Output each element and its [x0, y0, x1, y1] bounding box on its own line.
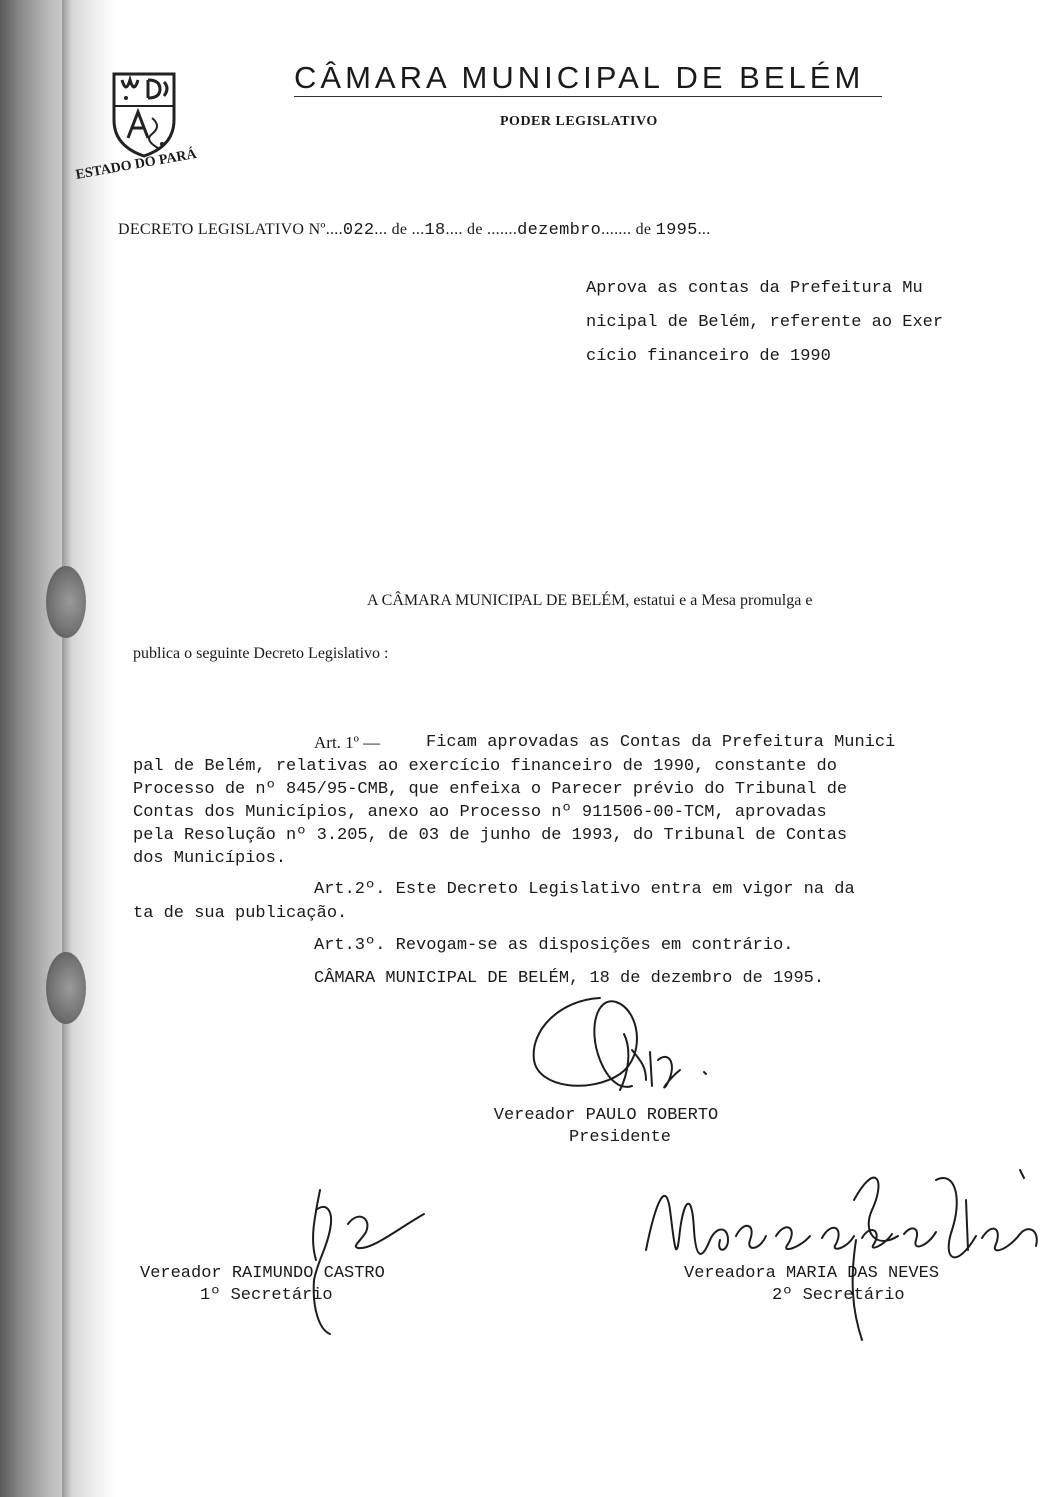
- decree-de-1: de: [391, 221, 408, 238]
- estado-label: ESTADO DO PARÁ: [74, 146, 198, 183]
- decree-de-3: de: [635, 221, 652, 238]
- art1-line-3: Processo de nº 845/95-CMB, que enfeixa o Parecer prévio do Tribunal de: [133, 780, 848, 799]
- ementa-line-2: nicipal de Belém, referente ao Exer: [586, 313, 944, 332]
- decree-month: dezembro: [517, 221, 602, 240]
- second-secretary-name: Vereadora MARIA DAS NEVES: [684, 1264, 940, 1283]
- ementa-line-1: Aprova as contas da Prefeitura Mu: [586, 279, 923, 298]
- ementa: [586, 272, 943, 374]
- document-subtitle: PODER LEGISLATIVO: [500, 114, 658, 129]
- art1-line-1: Ficam aprovadas as Contas da Prefeitura Munici: [426, 733, 896, 752]
- decree-de-2: de: [467, 221, 483, 238]
- decree-number: 022: [342, 221, 375, 240]
- binding-edge: [62, 0, 72, 1497]
- president-role: Presidente: [568, 1128, 672, 1147]
- decree-day: 18: [424, 221, 446, 240]
- preamble-rest: , estatui e a Mesa promulga e: [625, 592, 813, 609]
- first-secretary-name: Vereador RAIMUNDO CASTRO: [140, 1264, 385, 1283]
- decree-line: DECRETO LEGISLATIVO Nº....022... de ...18.... de .......dezembro....... de 1995...: [118, 221, 711, 240]
- first-secretary-signature: [300, 1180, 440, 1340]
- art1-line-5: pela Resolução nº 3.205, de 03 de junho de 1993, do Tribunal de Contas: [133, 826, 848, 845]
- document-title: CÂMARA MUNICIPAL DE BELÉM: [294, 60, 865, 95]
- art2-line-1: Art.2º. Este Decreto Legislativo entra em vigor na da: [314, 880, 855, 899]
- art1-line-6: dos Municípios.: [133, 849, 287, 868]
- closing-line: CÂMARA MUNICIPAL DE BELÉM, 18 de dezembro de 1995.: [314, 969, 825, 988]
- title-underline: [294, 96, 882, 97]
- art1-line-2: pal de Belém, relativas ao exercício financeiro de 1990, constante do: [133, 757, 837, 776]
- decree-year: 1995: [655, 221, 698, 240]
- coat-of-arms-icon: [108, 68, 180, 160]
- preamble-line-1: [367, 592, 812, 610]
- art2-line-2: ta de sua publicação.: [133, 904, 348, 923]
- preamble-line-2: publica o seguinte Decreto Legislativo :: [133, 645, 389, 662]
- art1-line-4: Contas dos Municípios, anexo ao Processo nº 911506-00-TCM, aprovadas: [133, 803, 827, 822]
- first-secretary-role: 1º Secretário: [200, 1286, 333, 1305]
- president-name: Vereador PAULO ROBERTO: [493, 1106, 719, 1125]
- binding-shadow: [0, 0, 118, 1497]
- punch-hole-top: [46, 566, 86, 638]
- decree-label: DECRETO LEGISLATIVO Nº: [118, 221, 326, 238]
- president-signature: [520, 990, 720, 1100]
- second-secretary-signature: [636, 1140, 1046, 1350]
- preamble-caps: A CÂMARA MUNICIPAL DE BELÉM: [367, 592, 626, 609]
- punch-hole-bottom: [46, 952, 86, 1024]
- second-secretary-role: 2º Secretário: [772, 1286, 905, 1305]
- art1-label: Art. 1º —: [314, 733, 381, 752]
- ementa-line-3: cício financeiro de 1990: [586, 347, 831, 366]
- art3-line: Art.3º. Revogam-se as disposições em contrário.: [314, 936, 794, 955]
